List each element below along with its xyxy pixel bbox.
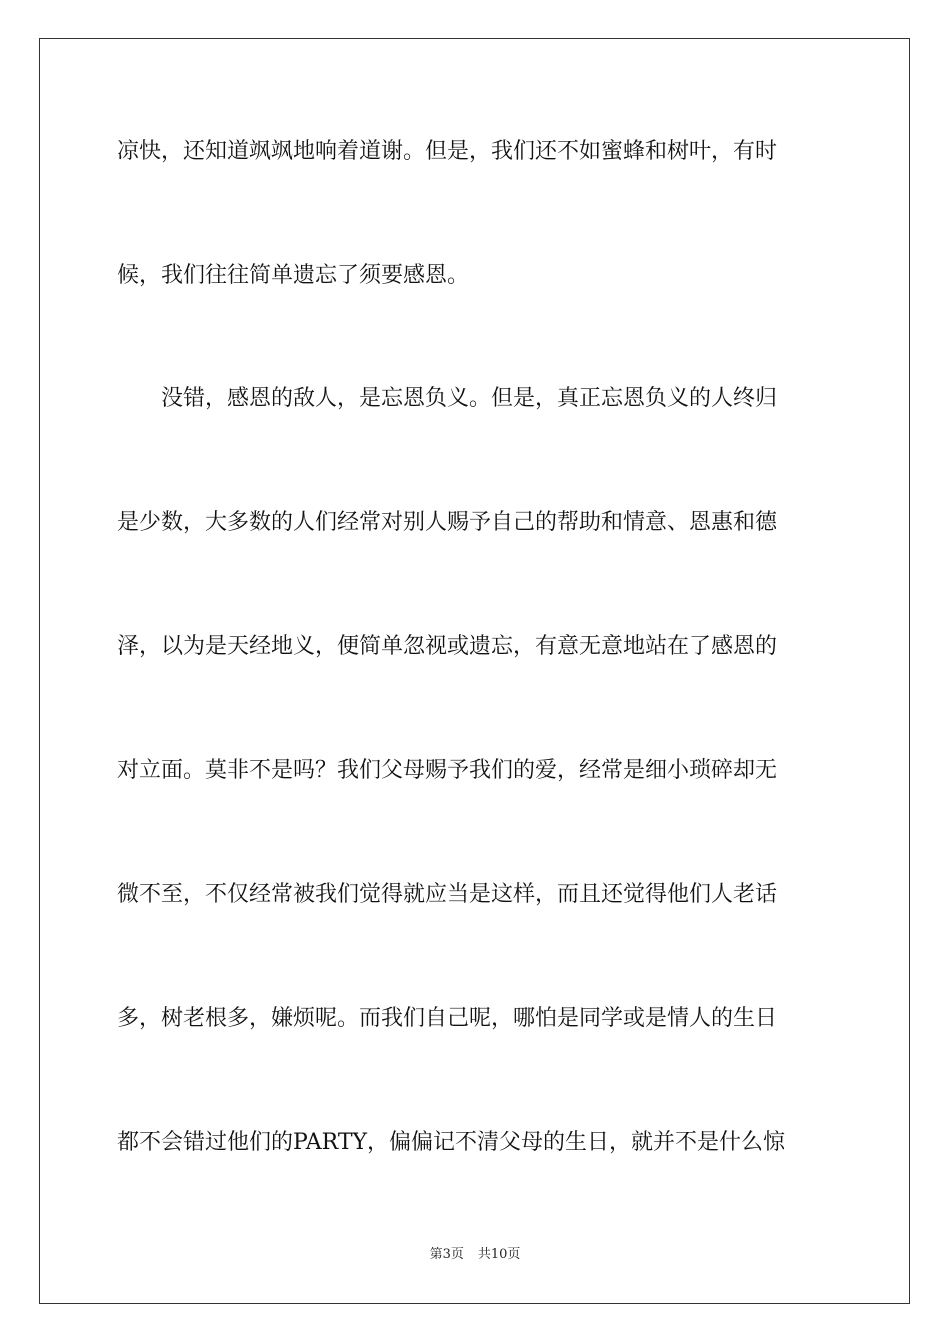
text-line-4: 是少数，大多数的人们经常对别人赐予自己的帮助和情意、恩惠和德 (117, 510, 778, 535)
text-line-8: 多，树老根多，嫌烦呢。而我们自己呢，哪怕是同学或是情人的生日 (117, 1006, 778, 1031)
text-line-1: 凉快，还知道飒飒地响着道谢。但是，我们还不如蜜蜂和树叶，有时 (117, 139, 778, 164)
text-line-6: 对立面。莫非不是吗？我们父母赐予我们的爱，经常是细小琐碎却无 (117, 758, 778, 783)
page-footer (0, 1246, 950, 1264)
page-border (39, 38, 910, 1304)
total-pages: 共10页 (477, 1247, 521, 1262)
page-number: 第3页 (429, 1247, 464, 1262)
text-line-9: 都不会错过他们的PARTY，偏偏记不清父母的生日，就并不是什么惊 (117, 1130, 786, 1155)
text-line-7: 微不至，不仅经常被我们觉得就应当是这样，而且还觉得他们人老话 (117, 882, 778, 907)
text-line-3: 没错，感恩的敌人，是忘恩负义。但是，真正忘恩负义的人终归 (117, 386, 778, 411)
text-line-5: 泽，以为是天经地义，便简单忽视或遗忘，有意无意地站在了感恩的 (117, 634, 778, 659)
text-line-2: 候，我们往往简单遗忘了须要感恩。 (117, 263, 470, 288)
